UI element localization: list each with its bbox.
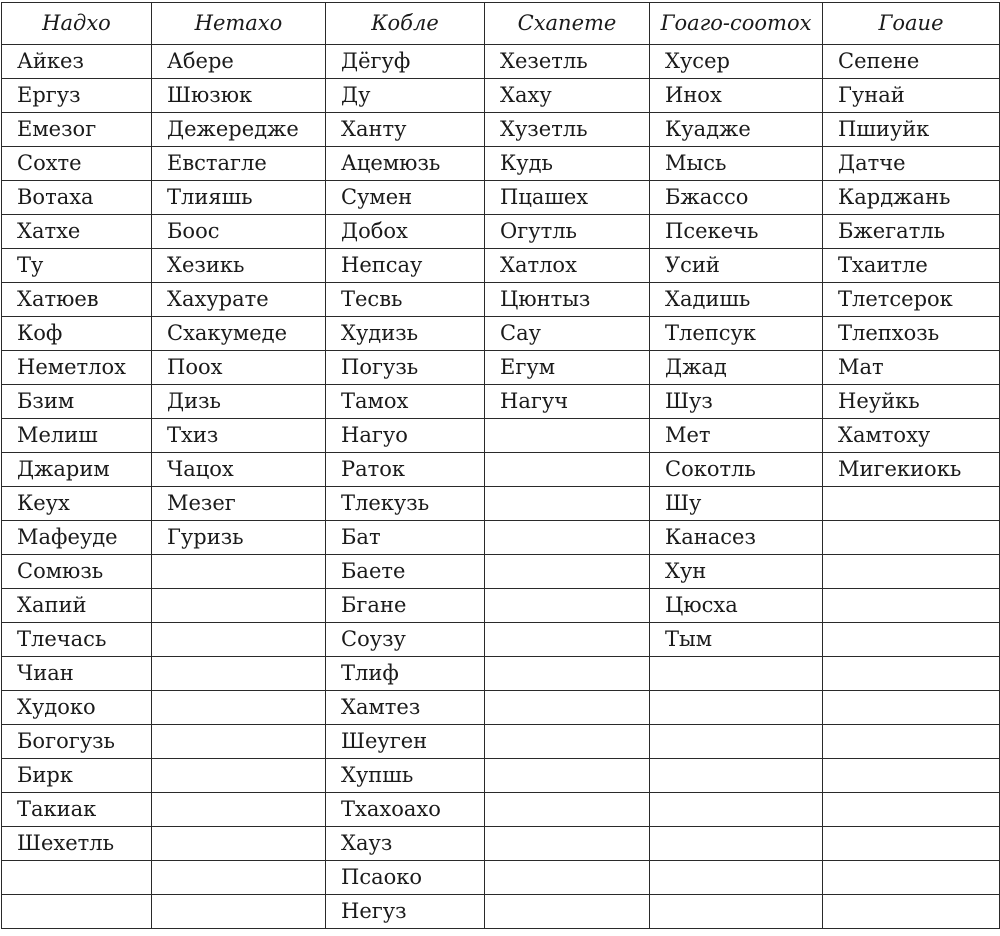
empty-cell [152,691,326,725]
table-cell: Хахурате [152,283,326,317]
table-cell: Айкез [2,45,152,79]
table-cell: Евстагле [152,147,326,181]
table-cell: Мысь [650,147,823,181]
table-cell: Хапий [2,589,152,623]
table-cell: Тесвь [326,283,485,317]
table-row [2,181,1000,215]
table-row [2,113,1000,147]
table-cell: Мелиш [2,419,152,453]
table-cell: Неуйкь [823,385,1000,419]
table-cell: Дёгуф [326,45,485,79]
empty-cell [2,861,152,895]
table-cell: Поох [152,351,326,385]
empty-cell [2,895,152,929]
table-cell: Мафеуде [2,521,152,555]
empty-cell [485,657,650,691]
table-body [2,45,1000,929]
table-cell: Тхаитле [823,249,1000,283]
table-cell: Шеуген [326,725,485,759]
table-cell: Такиак [2,793,152,827]
table-cell: Тхиз [152,419,326,453]
table-cell: Непсау [326,249,485,283]
table-cell: Джарим [2,453,152,487]
table-row [2,317,1000,351]
empty-cell [152,589,326,623]
empty-cell [485,419,650,453]
empty-cell [152,623,326,657]
table-cell: Бзим [2,385,152,419]
table-row [2,861,1000,895]
table-row [2,385,1000,419]
table-cell: Тамох [326,385,485,419]
table-cell: Погузь [326,351,485,385]
table-cell: Чацох [152,453,326,487]
table-cell: Тлепхозь [823,317,1000,351]
table-row [2,453,1000,487]
empty-cell [823,657,1000,691]
table-cell: Худоко [2,691,152,725]
table-cell: Чиан [2,657,152,691]
table-cell: Сокотль [650,453,823,487]
empty-cell [650,657,823,691]
empty-cell [485,895,650,929]
table-cell: Хамтоху [823,419,1000,453]
table-cell: Пшиуйк [823,113,1000,147]
empty-cell [823,725,1000,759]
table-cell: Дизь [152,385,326,419]
table-cell: Бжассо [650,181,823,215]
table-row [2,215,1000,249]
table-row [2,895,1000,929]
table-cell: Хузетль [485,113,650,147]
column-header: Схапете [485,3,650,45]
table-cell: Ду [326,79,485,113]
table-cell: Соузу [326,623,485,657]
table-row [2,827,1000,861]
empty-cell [650,861,823,895]
table-cell: Хатхе [2,215,152,249]
table-cell: Хезикь [152,249,326,283]
table-row [2,691,1000,725]
table-cell: Вотаха [2,181,152,215]
empty-cell [485,793,650,827]
empty-cell [823,827,1000,861]
table-row [2,657,1000,691]
table-cell: Хадишь [650,283,823,317]
empty-cell [650,759,823,793]
table-cell: Бат [326,521,485,555]
empty-cell [485,827,650,861]
table-cell: Боос [152,215,326,249]
table-cell: Тлетсерок [823,283,1000,317]
table-cell: Хамтез [326,691,485,725]
table-cell: Мигекиокь [823,453,1000,487]
table-cell: Гунай [823,79,1000,113]
empty-cell [152,725,326,759]
table-cell: Схакумеде [152,317,326,351]
table-cell: Ханту [326,113,485,147]
names-table [1,2,1000,929]
table-cell: Дежередже [152,113,326,147]
table-cell: Тлечась [2,623,152,657]
table-cell: Хауз [326,827,485,861]
table-cell: Тлияшь [152,181,326,215]
empty-cell [152,895,326,929]
empty-cell [485,623,650,657]
table-cell: Хатлох [485,249,650,283]
table-cell: Канасез [650,521,823,555]
empty-cell [823,521,1000,555]
empty-cell [485,453,650,487]
empty-cell [823,623,1000,657]
empty-cell [485,691,650,725]
table-row [2,419,1000,453]
empty-cell [823,759,1000,793]
table-cell: Абере [152,45,326,79]
empty-cell [650,691,823,725]
column-header: Гоаго-соотох [650,3,823,45]
column-header: Гоаие [823,3,1000,45]
table-cell: Бжегатль [823,215,1000,249]
empty-cell [650,827,823,861]
table-cell: Пцашех [485,181,650,215]
table-cell: Усий [650,249,823,283]
table-cell: Псекечь [650,215,823,249]
empty-cell [485,555,650,589]
table-cell: Шюзюк [152,79,326,113]
table-cell: Гуризь [152,521,326,555]
table-cell: Шехетль [2,827,152,861]
table-cell: Худизь [326,317,485,351]
column-header: Кобле [326,3,485,45]
table-cell: Ергуз [2,79,152,113]
empty-cell [485,861,650,895]
table-cell: Бгане [326,589,485,623]
table-cell: Раток [326,453,485,487]
table-cell: Бирк [2,759,152,793]
table-cell: Нагуч [485,385,650,419]
empty-cell [485,759,650,793]
table-row [2,487,1000,521]
table-cell: Хун [650,555,823,589]
table-cell: Хаху [485,79,650,113]
table-cell: Джад [650,351,823,385]
document-page [0,2,1000,936]
empty-cell [650,725,823,759]
table-cell: Кеух [2,487,152,521]
table-cell: Псаоко [326,861,485,895]
table-row [2,283,1000,317]
empty-cell [152,827,326,861]
table-cell: Тхахоахо [326,793,485,827]
table-row [2,249,1000,283]
table-cell: Богогузь [2,725,152,759]
table-cell: Коф [2,317,152,351]
table-cell: Хусер [650,45,823,79]
column-header: Надхо [2,3,152,45]
table-cell: Емезог [2,113,152,147]
table-row [2,521,1000,555]
table-cell: Егум [485,351,650,385]
table-cell: Шу [650,487,823,521]
table-row [2,589,1000,623]
table-row [2,147,1000,181]
table-cell: Инох [650,79,823,113]
table-cell: Хупшь [326,759,485,793]
empty-cell [823,589,1000,623]
empty-cell [152,759,326,793]
empty-cell [823,895,1000,929]
table-cell: Тым [650,623,823,657]
empty-cell [152,861,326,895]
table-row [2,79,1000,113]
table-cell: Цюнтыз [485,283,650,317]
table-cell: Датче [823,147,1000,181]
table-row [2,759,1000,793]
table-cell: Кудь [485,147,650,181]
empty-cell [152,555,326,589]
table-cell: Сумен [326,181,485,215]
table-cell: Сомюзь [2,555,152,589]
table-row [2,351,1000,385]
table-row [2,725,1000,759]
empty-cell [152,657,326,691]
empty-cell [823,555,1000,589]
table-cell: Сау [485,317,650,351]
table-cell: Тлиф [326,657,485,691]
table-cell: Нагуо [326,419,485,453]
table-cell: Мат [823,351,1000,385]
table-cell: Сепене [823,45,1000,79]
table-cell: Сохте [2,147,152,181]
table-cell: Мет [650,419,823,453]
table-row [2,45,1000,79]
table-cell: Карджань [823,181,1000,215]
table-cell: Тлепсук [650,317,823,351]
header-row [2,3,1000,45]
empty-cell [485,589,650,623]
table-cell: Баете [326,555,485,589]
empty-cell [823,487,1000,521]
table-cell: Огутль [485,215,650,249]
empty-cell [823,861,1000,895]
table-cell: Мезег [152,487,326,521]
empty-cell [650,793,823,827]
table-cell: Ту [2,249,152,283]
table-cell: Хатюев [2,283,152,317]
table-row [2,555,1000,589]
table-cell: Цюсха [650,589,823,623]
empty-cell [485,487,650,521]
empty-cell [823,691,1000,725]
empty-cell [152,793,326,827]
column-header: Нетахо [152,3,326,45]
empty-cell [823,793,1000,827]
table-cell: Тлекузь [326,487,485,521]
table-cell: Шуз [650,385,823,419]
table-row [2,793,1000,827]
empty-cell [485,521,650,555]
empty-cell [650,895,823,929]
table-cell: Ацемюзь [326,147,485,181]
table-cell: Добох [326,215,485,249]
empty-cell [485,725,650,759]
table-cell: Куадже [650,113,823,147]
table-cell: Неметлох [2,351,152,385]
table-cell: Негуз [326,895,485,929]
table-row [2,623,1000,657]
table-cell: Хезетль [485,45,650,79]
